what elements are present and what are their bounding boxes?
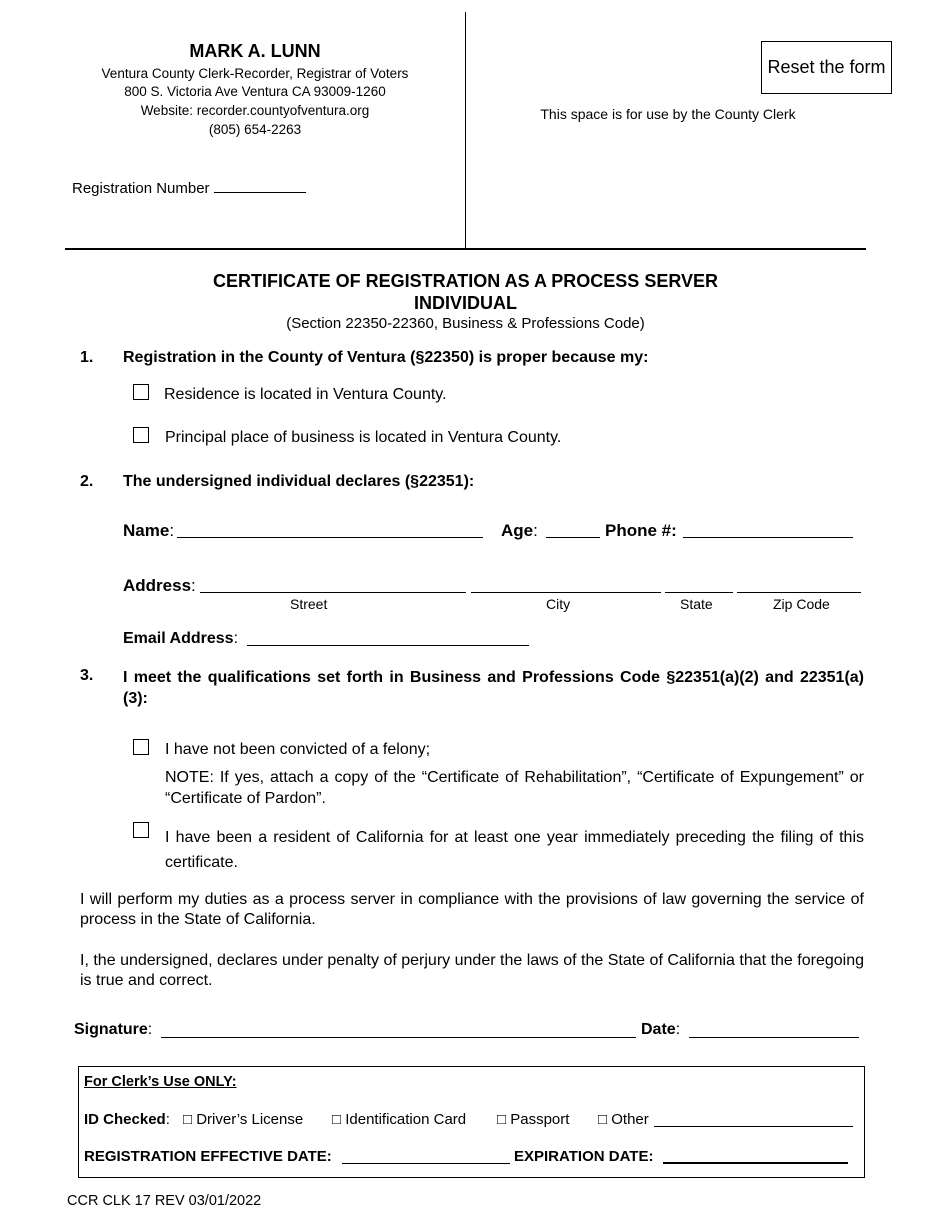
business-checkbox[interactable]	[133, 427, 149, 443]
age-label: Age:	[501, 521, 538, 540]
clerk-name: MARK A. LUNN	[189, 41, 321, 61]
date-input[interactable]	[689, 1037, 859, 1038]
date-label: Date:	[641, 1021, 681, 1038]
office-address: 800 S. Victoria Ave Ventura CA 93009-1260	[124, 84, 386, 99]
address-label: Address:	[123, 576, 196, 595]
email-label: Email Address:	[123, 630, 239, 647]
registration-number-input[interactable]	[214, 178, 306, 193]
registration-number-label: Registration Number	[72, 180, 210, 197]
city-input[interactable]	[471, 592, 661, 593]
business-label: Principal place of business is located in Ventura County.	[165, 429, 562, 446]
id-drivers-license[interactable]: □ Driver’s License	[183, 1111, 304, 1128]
felony-checkbox[interactable]	[133, 739, 149, 755]
signature-input[interactable]	[161, 1037, 636, 1038]
state-input[interactable]	[665, 592, 733, 593]
q2-number: 2.	[80, 473, 94, 490]
effective-date-input[interactable]	[342, 1163, 510, 1164]
clerk-box-title: For Clerk’s Use ONLY:	[84, 1074, 237, 1090]
zip-input[interactable]	[737, 592, 861, 593]
id-checked-label: ID Checked:	[84, 1111, 170, 1128]
q1-number: 1.	[80, 349, 94, 366]
effective-date-label: REGISTRATION EFFECTIVE DATE:	[84, 1148, 332, 1165]
office-title: Ventura County Clerk-Recorder, Registrar of Voters	[101, 66, 409, 81]
q3-text: I meet the qualifications set forth in Business and Professions Code §22351(a)(2) and 22351(a)(3):	[123, 669, 864, 707]
street-caption: Street	[290, 596, 328, 612]
name-input[interactable]	[177, 537, 483, 538]
q3-number: 3.	[80, 667, 94, 684]
office-website: Website: recorder.countyofventura.org	[140, 103, 370, 118]
signature-label: Signature:	[74, 1021, 153, 1038]
office-phone: (805) 654-2263	[208, 122, 302, 137]
id-identification-card[interactable]: □ Identification Card	[332, 1111, 467, 1128]
form-subtitle: INDIVIDUAL	[414, 293, 517, 313]
perjury-statement: I, the undersigned, declares under penalty of perjury under the laws of the State of California that the foregoing is true and correct.	[80, 952, 864, 989]
id-other[interactable]: □ Other	[598, 1111, 649, 1128]
name-label: Name:	[123, 521, 175, 540]
resident-checkbox[interactable]	[133, 822, 149, 838]
clerk-space-note: This space is for use by the County Clerk	[540, 106, 796, 122]
form-revision-code: CCR CLK 17 REV 03/01/2022	[67, 1193, 262, 1209]
street-input[interactable]	[200, 592, 466, 593]
header-bottom-rule	[65, 248, 866, 250]
q2-text: The undersigned individual declares (§22351):	[123, 473, 475, 490]
felony-note: NOTE: If yes, attach a copy of the “Certificate of Rehabilitation”, “Certificate of Expungement” or “Certificate of Pardon”.	[165, 769, 864, 807]
zip-caption: Zip Code	[773, 596, 830, 612]
id-passport[interactable]: □ Passport	[497, 1111, 570, 1128]
state-caption: State	[680, 596, 713, 612]
residence-label: Residence is located in Ventura County.	[164, 386, 447, 403]
registration-number-field	[72, 178, 306, 197]
residence-checkbox[interactable]	[133, 384, 149, 400]
form-section-ref: (Section 22350-22360, Business & Professions Code)	[286, 315, 645, 332]
resident-label: I have been a resident of California for at least one year immediately preceding the filing of this certificate.	[165, 829, 864, 871]
reset-form-button[interactable]: Reset the form	[761, 41, 892, 94]
q1-text: Registration in the County of Ventura (§22350) is proper because my:	[123, 349, 649, 366]
compliance-statement: I will perform my duties as a process server in compliance with the provisions of law governing the service of process in the State of California.	[80, 891, 864, 928]
id-other-input[interactable]	[654, 1126, 853, 1127]
city-caption: City	[546, 596, 571, 612]
expiration-date-label: EXPIRATION DATE:	[514, 1148, 654, 1165]
email-input[interactable]	[247, 645, 529, 646]
phone-label: Phone #:	[605, 521, 677, 540]
felony-label: I have not been convicted of a felony;	[165, 741, 431, 758]
expiration-date-input[interactable]	[663, 1162, 848, 1164]
form-title: CERTIFICATE OF REGISTRATION AS A PROCESS SERVER	[212, 271, 719, 291]
age-input[interactable]	[546, 537, 600, 538]
phone-input[interactable]	[683, 537, 853, 538]
header-divider	[465, 12, 466, 249]
